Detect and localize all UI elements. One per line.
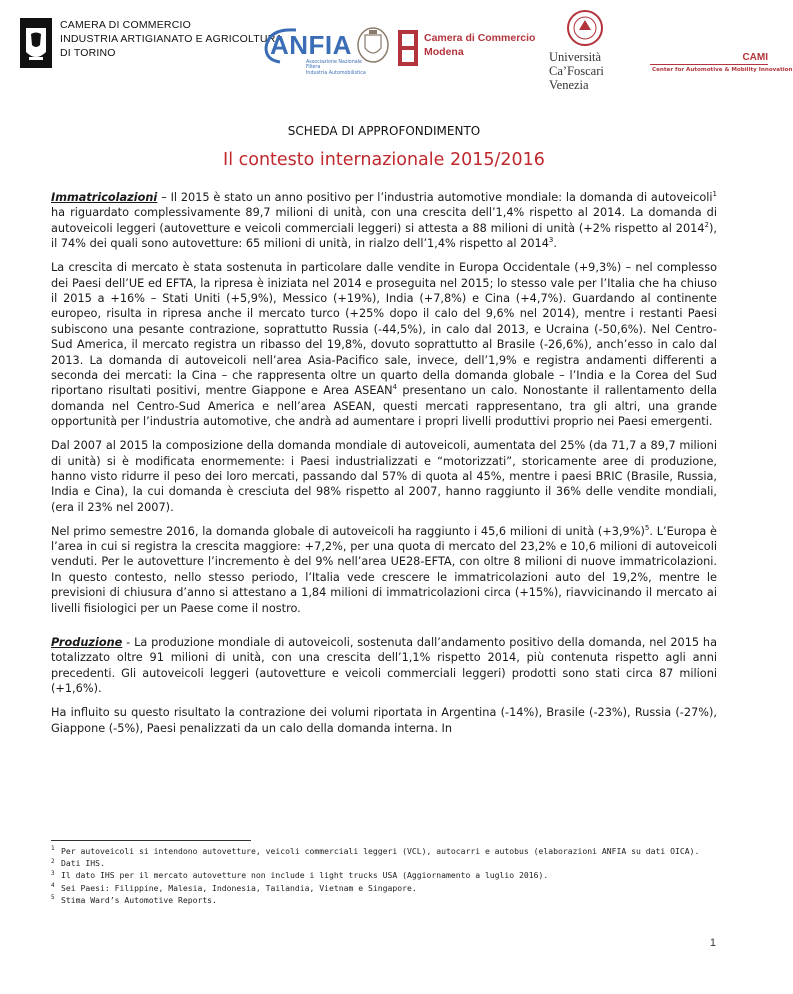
- unive-seal-icon: [567, 10, 603, 46]
- footnote: 4 Sei Paesi: Filippine, Malesia, Indonesia, Tailandia, Vietnam e Singapore.: [51, 881, 417, 893]
- text-run: .: [553, 237, 557, 251]
- text-run: . L’Europa è l’area in cui si registra la crescita maggiore: +7,2%, per una quota di mercato del 23,2% e 10,6 milioni di autoveicoli venduti. Per le autovetture l’incremento è del 9% nell’area UE28-EFTA, con oltre 8 milioni di nuove immatricolazioni. In questo contesto, nello stesso periodo, l’Italia vede crescere le immatricolazioni auto del 19,2%, mentre le previsioni di chiusura d’anno si attestano a 1,84 milioni di immatricolazioni circa (+15%), riavvicinando il mercato ai livelli fisiologici per un Paese come il nostro.: [51, 524, 717, 615]
- text-run: – Il 2015 è stato un anno positivo per l’industria automotive mondiale: la domanda di autoveicoli: [157, 191, 713, 204]
- cciaa-torino-line-1: CAMERA DI COMMERCIO: [60, 19, 191, 31]
- cciaa-modena-line-2: Modena: [424, 46, 464, 58]
- cciaa-torino-line-3: DI TORINO: [60, 47, 116, 59]
- unive-line-1: Università: [549, 50, 602, 64]
- anfia-logo: [262, 24, 366, 76]
- footnote-text: Per autoveicoli si intendono autovetture, veicoli commerciali leggeri (VCL), autocarri e autobus (elaborazioni ANFIA su dati OICA).: [61, 846, 700, 856]
- footnote-text: Il dato IHS per il mercato autovetture non include i light trucks USA (Aggiornamento a luglio 2016).: [61, 870, 549, 881]
- footnote: 2 Dati IHS.: [51, 857, 105, 869]
- footnote-ref: 5: [644, 523, 650, 532]
- paragraph-immatricolazioni: [51, 190, 717, 252]
- text-run: ), il 74% dei quali sono autovetture: 65 milioni di unità, in rialzo dell’1,4% rispetto al 2014: [51, 221, 717, 251]
- paragraph-first-half-2016: [51, 524, 717, 616]
- bull-seal-icon: [20, 18, 52, 68]
- cami-logo: [650, 52, 793, 78]
- footnote: 1 Per autoveicoli si intendono autovetture, veicoli commerciali leggeri (VCL), autocarri e autobus (elaborazioni ANFIA su dati OICA).: [51, 845, 700, 856]
- modena-emblem-icon: [398, 30, 418, 66]
- footnote: 3 Il dato IHS per il mercato autovetture non include i light trucks USA (Aggiornamento a luglio 2016).: [51, 869, 549, 881]
- cami-rule: [650, 64, 768, 65]
- anfia-wordmark: ANFIA: [270, 30, 352, 60]
- footnote-separator: [51, 840, 251, 841]
- footnote-ref: 3: [548, 236, 554, 245]
- footnote: 5 Stima Ward’s Automotive Reports.: [51, 894, 217, 905]
- cciaa-torino-line-2: INDUSTRIA ARTIGIANATO E AGRICOLTURA: [60, 33, 283, 45]
- footnote-text: Stima Ward’s Automotive Reports.: [61, 894, 217, 905]
- document-label: SCHEDA DI APPROFONDIMENTO: [287, 124, 481, 138]
- text-run: ha riguardato complessivamente 89,7 milioni di unità, con una crescita dell’1,4% rispetto al 2014. La domanda di autoveicoli leggeri (autovetture e veicoli commerciali leggeri) si attesta a 88 milioni di unità (+2% rispetto al 2014: [51, 206, 717, 235]
- anfia-subtitle: Associazione Nazionale Filiera Industria Automobilistica: [306, 60, 366, 76]
- cciaa-torino-logo: [20, 18, 283, 70]
- section-lead-immatricolazioni: Immatricolazioni: [51, 191, 158, 204]
- text-run: La crescita di mercato è stata sostenuta in particolare dalle vendite in Europa Occidentale (+9,3%) – nel complesso dei Paesi dell’UE ed EFTA, la ripresa è iniziata nel 2014 e proseguita nel 2015; lo stesso vale per l’Italia che ha chiuso il 2015 a +16% – Stati Uniti (+5,9%), Messico (+19%), India (+7,8%) e Cina (+4,7%). Guardando al continente europeo, risulta in ripresa anche il mercato turco (+25% dopo il calo del 9,6% nel 2014), mentre i restanti Paesi subiscono una pesante contrazione, soprattutto Russia (-44,5%), in calo dal 2013, e Ucraina (-50,6%). Nel Centro-Sud America, il mercato registra un ribasso del 19,8%, dovuto soprattutto al Brasile (-26,6%), anch’esso in calo dal 2013. La domanda di autoveicoli nell’area Asia-Pacifico sale, invece, dell’1,9% e registra andamenti differenti a seconda dei mercati: la Cina – che rappresenta oltre un quarto della domanda globale – l’India e la Corea del Sud riportano risultati positivi, mentre Giappone e Area ASEAN: [51, 261, 717, 398]
- footnote-ref: 2: [704, 221, 709, 230]
- text-run: presentano un calo. Nonostante il rallentamento della domanda nel Centro-Sud America e nell’area ASEAN, questi mercati rappresentano, tra gli altri, una grande opportunità per l’industria automotive, che andrà ad aumentare i propri livelli produttivi proprio nei Paesi emergenti.: [51, 384, 718, 429]
- section-lead-produzione: Produzione: [51, 636, 123, 650]
- footnote-ref: 1: [712, 190, 717, 199]
- unive-line-3: Venezia: [549, 78, 589, 92]
- modena-coat-of-arms-icon: [356, 26, 390, 64]
- footnote-text: Dati IHS.: [61, 858, 105, 869]
- paragraph-production-factors: Ha influito su questo risultato la contrazione dei volumi riportata in Argentina (-14%), Brasile (-23%), Russia (-27%), Giappone (-5%), Paesi penalizzati da un calo della domanda interna. In: [51, 706, 717, 735]
- page-number: 1: [709, 937, 716, 949]
- paragraph-produzione: [51, 635, 717, 697]
- footnote-text: Sei Paesi: Filippine, Malesia, Indonesia, Tailandia, Vietnam e Singapore.: [61, 882, 417, 893]
- text-run: Nel primo semestre 2016, la domanda globale di autoveicoli ha raggiunto i 45,6 milioni di unità (+3,9%): [51, 524, 645, 538]
- page-title: Il contesto internazionale 2015/2016: [223, 150, 545, 170]
- document-body: [51, 190, 717, 745]
- unive-logo: [545, 10, 655, 92]
- logo-strip: [0, 0, 793, 92]
- paragraph-market-growth: [51, 260, 717, 429]
- paragraph-demand-composition: Dal 2007 al 2015 la composizione della domanda mondiale di autoveicoli, aumentata del 25% (da 71,7 a 89,7 milioni di unità) si è modificata enormemente: i Paesi industrializzati e “motorizzati”, storicamente aree di produzione, hanno visto ridurre il peso dei loro mercati, passando dal 57% di quota al 45%, mentre i paesi BRIC (Brasile, Russia, India e Cina), la cui domanda è cresciuta del 98% rispetto al 2007, hanno raggiunto il 36% delle vendite mondiali, (era il 23% nel 2007).: [51, 439, 717, 514]
- unive-line-2: Ca’Foscari: [549, 64, 604, 78]
- cami-acronym: CAMI: [742, 52, 768, 63]
- cciaa-modena-logo: [398, 30, 536, 70]
- cami-full-name: Center for Automotive & Mobility Innovation: [652, 67, 793, 73]
- footnote-ref: 4: [392, 383, 398, 392]
- footnotes: [51, 845, 721, 906]
- cciaa-modena-line-1: Camera di Commercio: [424, 32, 536, 44]
- text-run: - La produzione mondiale di autoveicoli, sostenuta dall’andamento positivo della domanda, nel 2015 ha totalizzato oltre 91 milioni di unità, con una crescita dell’1,1% rispetto 2014, più contenuta rispetto agli anni precedenti. Gli autoveicoli leggeri (autovetture e veicoli commerciali leggeri) prodotti sono stati circa 87 milioni (+1,6%).: [51, 636, 717, 696]
